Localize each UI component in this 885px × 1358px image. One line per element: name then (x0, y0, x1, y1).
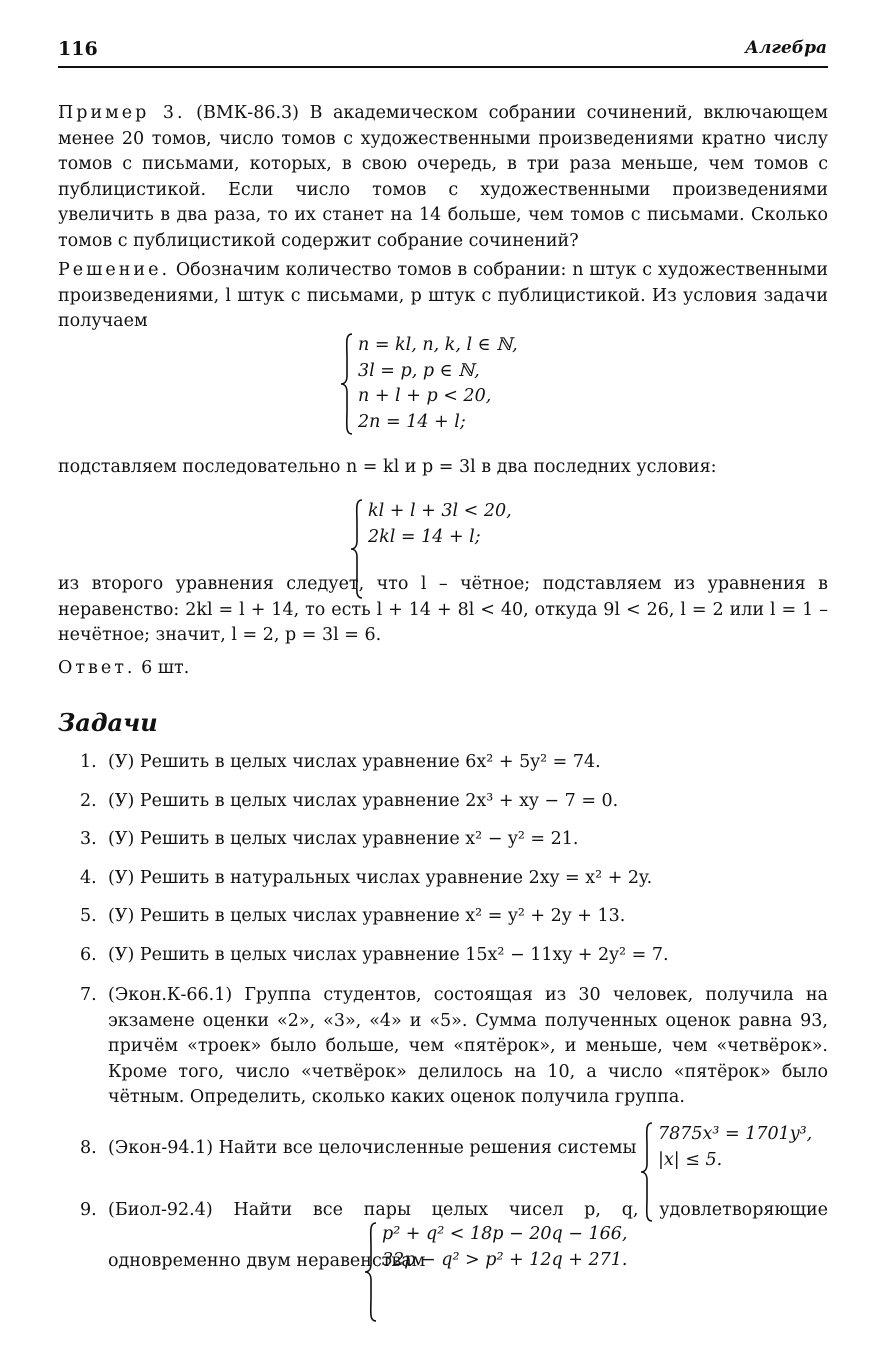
solution-label: Решение. (58, 260, 171, 280)
problem-item (80, 943, 828, 969)
problem-9-system (364, 1222, 628, 1322)
system-1-line: 2n = 14 + l; (358, 411, 466, 432)
example-paragraph (58, 101, 828, 254)
example-text: (ВМК-86.3) В академическом собрании сочинений, включающем менее 20 томов, число томов с художественными произведениями кратно числу томов с письмами, которых, в свою очередь, в три раза меньше, чем томов с публицистикой. Если число томов с художественными произведениями увеличить в два раза, то их станет на 14 больше, чем томов с письмами. Сколько томов с публицистикой содержит собрание сочинений? (58, 103, 828, 251)
system-1-line: 3l = p, p ∈ ℕ, (358, 360, 480, 381)
problem-item (80, 750, 828, 776)
problem-item (80, 904, 828, 930)
page-number: 116 (58, 38, 98, 60)
problem-number: 7. (80, 985, 97, 1005)
problem-text: (У) Решить в целых числах уравнение 6x² + 5y² = 74. (108, 752, 601, 772)
system-2-line: kl + l + 3l < 20, (368, 501, 512, 521)
problem-text: (Биол-92.4) Найти все пары целых чисел p, q, удовлетворяющие одновременно двум неравенствам (108, 1200, 828, 1271)
problem-text: (Экон.К-66.1) Группа студентов, состоящая из 30 человек, получила на экзамене оценки «2», «3», «4» и «5». Сумма полученных оценок равна 93, причём «троек» было больше, чем «пятёрок», и меньше, чем «четвёрок». Кроме того, число «четвёрок» делилось на 10, а число «пятёрок» было чётным. Определить, сколько каких оценок получила группа. (108, 985, 828, 1107)
problem-number: 8. (80, 1138, 97, 1158)
problem-9-system-line: 32p − q² > p² + 12q + 271. (382, 1249, 628, 1270)
problem-text: (У) Решить в целых числах уравнение 2x³ + xy − 7 = 0. (108, 791, 619, 811)
solution-paragraph (58, 258, 828, 335)
problem-8-system-line: |x| ≤ 5. (658, 1149, 723, 1170)
section-title: Задачи (58, 708, 158, 737)
left-brace-icon (364, 1222, 378, 1322)
header-rule (58, 66, 828, 68)
problem-number: 4. (80, 868, 97, 888)
problem-number: 6. (80, 945, 97, 965)
answer-label: Ответ. (58, 658, 136, 678)
problem-item (80, 983, 828, 1111)
problem-item (80, 866, 828, 892)
problem-text: (У) Решить в целых числах уравнение x² − y² = 21. (108, 829, 579, 849)
problem-number: 3. (80, 829, 97, 849)
problem-8-system-line: 7875x³ = 1701y³, (658, 1124, 813, 1144)
system-1-line: n + l + p < 20, (358, 386, 492, 406)
after-text: из второго уравнения следует, что l – чётное; подставляем из уравнения в неравенство: 2kl = l + 14, то есть l + 14 + 8l < 40, откуда 9l < 26, l = 2 или l = 1 – нечётное; значит, l = 2, p = 3l = 6. (58, 574, 828, 645)
system-2-line: 2kl = 14 + l; (368, 526, 481, 547)
problem-text: (У) Решить в целых числах уравнение 15x² − 11xy + 2y² = 7. (108, 945, 669, 965)
answer-text: 6 шт. (141, 658, 190, 678)
problem-text: (У) Решить в целых числах уравнение x² = y² + 2y + 13. (108, 906, 626, 926)
problem-number: 5. (80, 906, 97, 926)
middle-text: подставляем последовательно n = kl и p = 3l в два последних условия: (58, 457, 717, 477)
system-1 (340, 333, 518, 435)
problem-9-system-line: p² + q² < 18p − 20q − 166, (382, 1224, 628, 1244)
example-label: Пример 3. (58, 103, 186, 123)
solution-text: Обозначим количество томов в собрании: n штук с художественными произведениями, l штук с письмами, p штук с публицистикой. Из условия задачи получаем (58, 260, 828, 331)
left-brace-icon (340, 333, 354, 435)
system-1-line: n = kl, n, k, l ∈ ℕ, (358, 335, 518, 355)
problem-number: 1. (80, 752, 97, 772)
problem-text: (У) Решить в натуральных числах уравнение 2xy = x² + 2y. (108, 868, 653, 888)
running-title: Алгебра (745, 38, 827, 58)
answer-paragraph (58, 656, 828, 682)
problem-number: 9. (80, 1200, 97, 1220)
problem-item (80, 789, 828, 815)
problem-text: (Экон-94.1) Найти все целочисленные решения системы (108, 1138, 637, 1158)
problem-item (80, 827, 828, 853)
problem-number: 2. (80, 791, 97, 811)
